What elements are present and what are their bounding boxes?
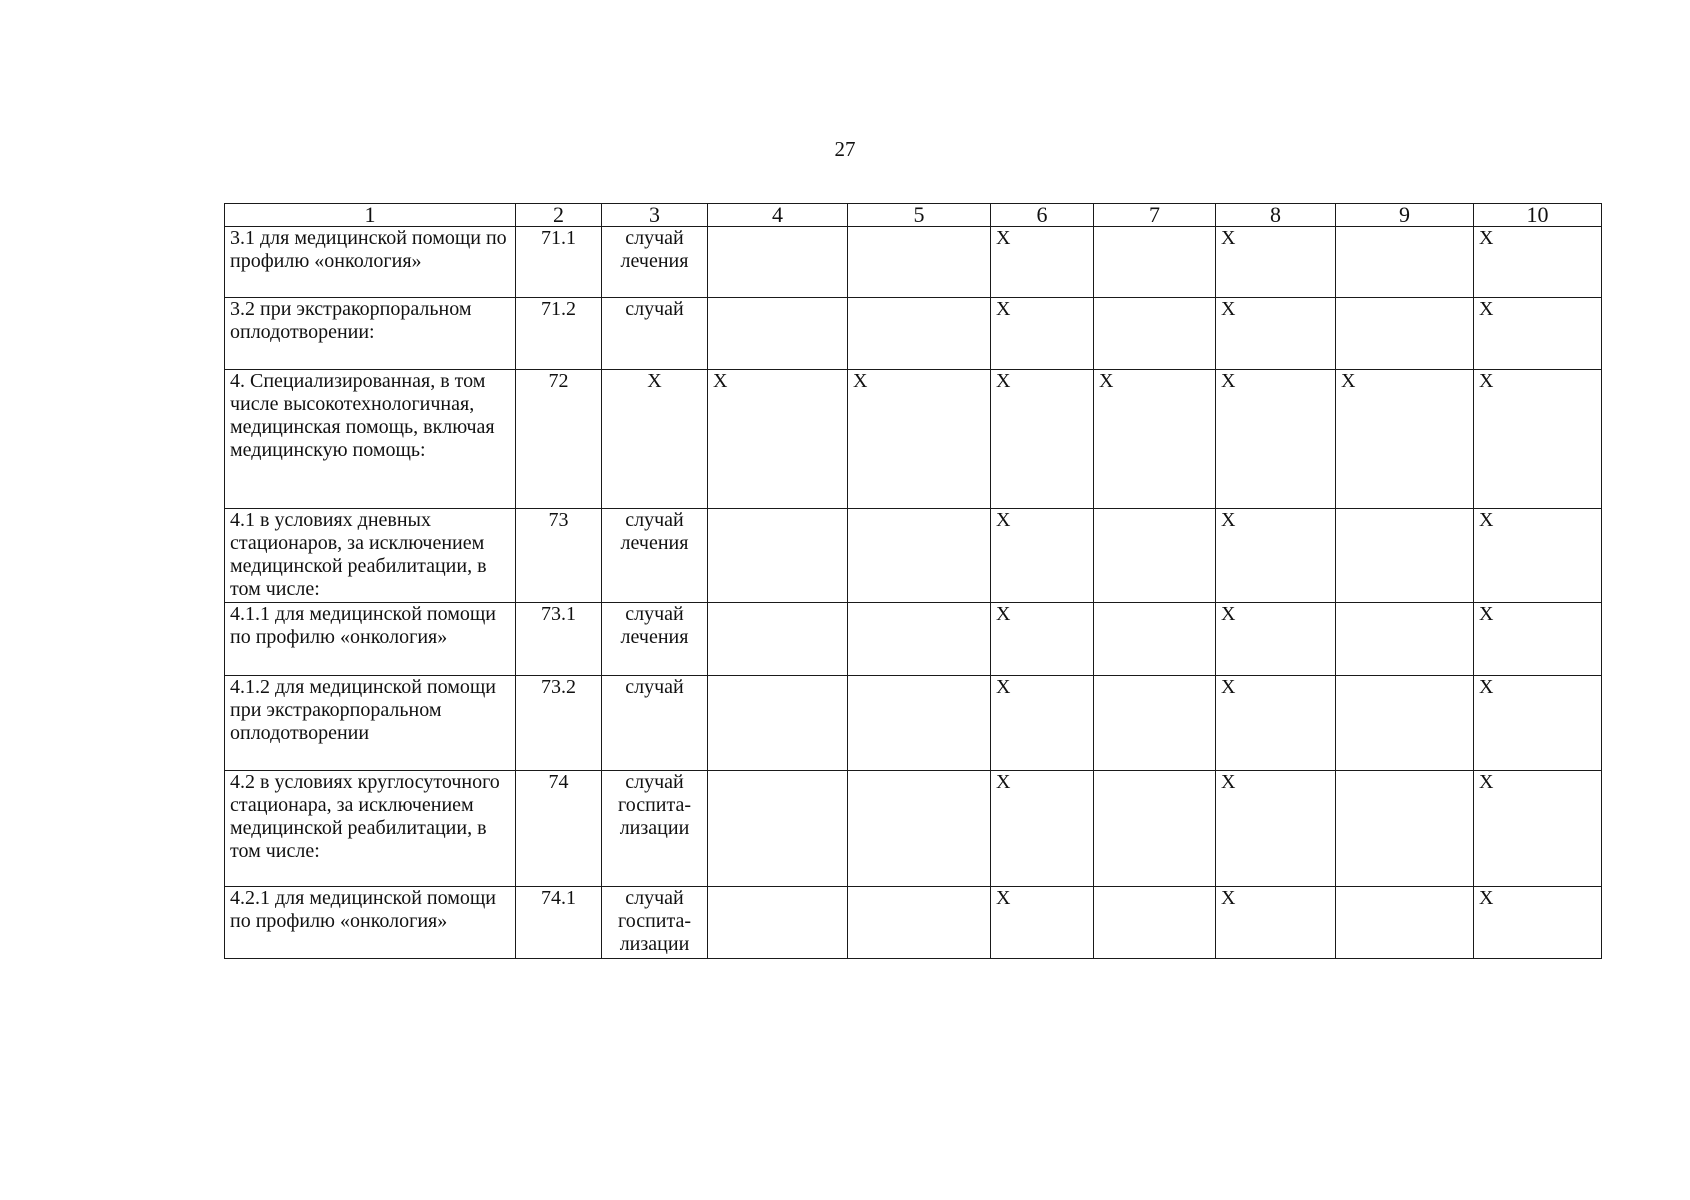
row-cell-7: [1094, 771, 1216, 887]
col-header-2: 2: [516, 204, 602, 227]
row-name-cell: 4.1 в условиях дневных стационаров, за исключением медицинской реабилитации, в том числе:: [225, 509, 516, 603]
row-name-cell: 4.1.1 для медицинской помощи по профилю «онкология»: [225, 603, 516, 676]
col-header-1: 1: [225, 204, 516, 227]
row-cell-4: [708, 298, 848, 370]
row-name-cell: 4. Специализированная, в том числе высокотехнологичная, медицинская помощь, включая медицинскую помощь:: [225, 370, 516, 509]
row-code-cell: 74: [516, 771, 602, 887]
row-cell-5: [848, 509, 991, 603]
row-code-cell: 71.2: [516, 298, 602, 370]
row-name-cell: 4.2.1 для медицинской помощи по профилю «онкология»: [225, 887, 516, 959]
row-name-cell: 4.1.2 для медицинской помощи при экстракорпоральном оплодотворении: [225, 676, 516, 771]
row-cell-10: X: [1474, 509, 1602, 603]
row-cell-8: X: [1216, 676, 1336, 771]
row-cell-10: X: [1474, 298, 1602, 370]
row-cell-6: X: [991, 771, 1094, 887]
row-unit-cell: случай госпита-лизации: [602, 771, 708, 887]
table-row: [225, 771, 1602, 887]
row-code-cell: 71.1: [516, 227, 602, 298]
row-cell-8: X: [1216, 370, 1336, 509]
col-header-5: 5: [848, 204, 991, 227]
table-row: [225, 676, 1602, 771]
table-row: [225, 603, 1602, 676]
row-name-cell: 3.2 при экстракорпоральном оплодотворении:: [225, 298, 516, 370]
row-cell-7: [1094, 603, 1216, 676]
row-cell-4: [708, 509, 848, 603]
data-table: [224, 203, 1602, 959]
row-cell-7: [1094, 887, 1216, 959]
row-cell-5: [848, 771, 991, 887]
row-cell-7: X: [1094, 370, 1216, 509]
row-cell-4: [708, 771, 848, 887]
row-code-cell: 74.1: [516, 887, 602, 959]
row-cell-6: X: [991, 227, 1094, 298]
table-header-row: [225, 204, 1602, 227]
row-cell-6: X: [991, 509, 1094, 603]
row-cell-5: [848, 227, 991, 298]
row-cell-5: [848, 603, 991, 676]
row-cell-8: X: [1216, 887, 1336, 959]
row-cell-7: [1094, 676, 1216, 771]
row-cell-4: [708, 676, 848, 771]
row-name-cell: 3.1 для медицинской помощи по профилю «онкология»: [225, 227, 516, 298]
row-unit-cell: случай лечения: [602, 227, 708, 298]
col-header-8: 8: [1216, 204, 1336, 227]
row-cell-4: [708, 887, 848, 959]
row-cell-4: [708, 603, 848, 676]
row-unit-cell: X: [602, 370, 708, 509]
page-number: 27: [834, 137, 856, 161]
row-unit-cell: случай лечения: [602, 509, 708, 603]
row-cell-7: [1094, 298, 1216, 370]
row-cell-9: [1336, 298, 1474, 370]
row-cell-8: X: [1216, 771, 1336, 887]
table-row: [225, 887, 1602, 959]
row-code-cell: 73: [516, 509, 602, 603]
row-cell-6: X: [991, 298, 1094, 370]
row-cell-9: [1336, 676, 1474, 771]
col-header-10: 10: [1474, 204, 1602, 227]
row-cell-8: X: [1216, 298, 1336, 370]
row-unit-cell: случай: [602, 298, 708, 370]
row-cell-9: [1336, 771, 1474, 887]
row-cell-6: X: [991, 676, 1094, 771]
row-cell-6: X: [991, 887, 1094, 959]
row-cell-4: X: [708, 370, 848, 509]
row-name-cell: 4.2 в условиях круглосуточного стационара, за исключением медицинской реабилитации, в том числе:: [225, 771, 516, 887]
row-cell-8: X: [1216, 227, 1336, 298]
table-row: [225, 227, 1602, 298]
row-cell-10: X: [1474, 603, 1602, 676]
row-cell-9: X: [1336, 370, 1474, 509]
row-cell-4: [708, 227, 848, 298]
col-header-3: 3: [602, 204, 708, 227]
table-row: [225, 298, 1602, 370]
table-row: [225, 509, 1602, 603]
row-cell-9: [1336, 227, 1474, 298]
row-cell-8: X: [1216, 509, 1336, 603]
row-cell-7: [1094, 509, 1216, 603]
row-code-cell: 72: [516, 370, 602, 509]
row-cell-5: [848, 887, 991, 959]
row-cell-10: X: [1474, 227, 1602, 298]
row-code-cell: 73.2: [516, 676, 602, 771]
col-header-4: 4: [708, 204, 848, 227]
row-cell-5: X: [848, 370, 991, 509]
row-cell-10: X: [1474, 887, 1602, 959]
row-cell-5: [848, 298, 991, 370]
row-unit-cell: случай лечения: [602, 603, 708, 676]
row-cell-9: [1336, 887, 1474, 959]
row-cell-9: [1336, 603, 1474, 676]
row-cell-9: [1336, 509, 1474, 603]
col-header-9: 9: [1336, 204, 1474, 227]
col-header-6: 6: [991, 204, 1094, 227]
row-unit-cell: случай госпита-лизации: [602, 887, 708, 959]
row-cell-10: X: [1474, 771, 1602, 887]
row-code-cell: 73.1: [516, 603, 602, 676]
col-header-7: 7: [1094, 204, 1216, 227]
row-cell-6: X: [991, 370, 1094, 509]
row-unit-cell: случай: [602, 676, 708, 771]
row-cell-6: X: [991, 603, 1094, 676]
row-cell-10: X: [1474, 370, 1602, 509]
row-cell-7: [1094, 227, 1216, 298]
table-row: [225, 370, 1602, 509]
row-cell-5: [848, 676, 991, 771]
row-cell-10: X: [1474, 676, 1602, 771]
row-cell-8: X: [1216, 603, 1336, 676]
